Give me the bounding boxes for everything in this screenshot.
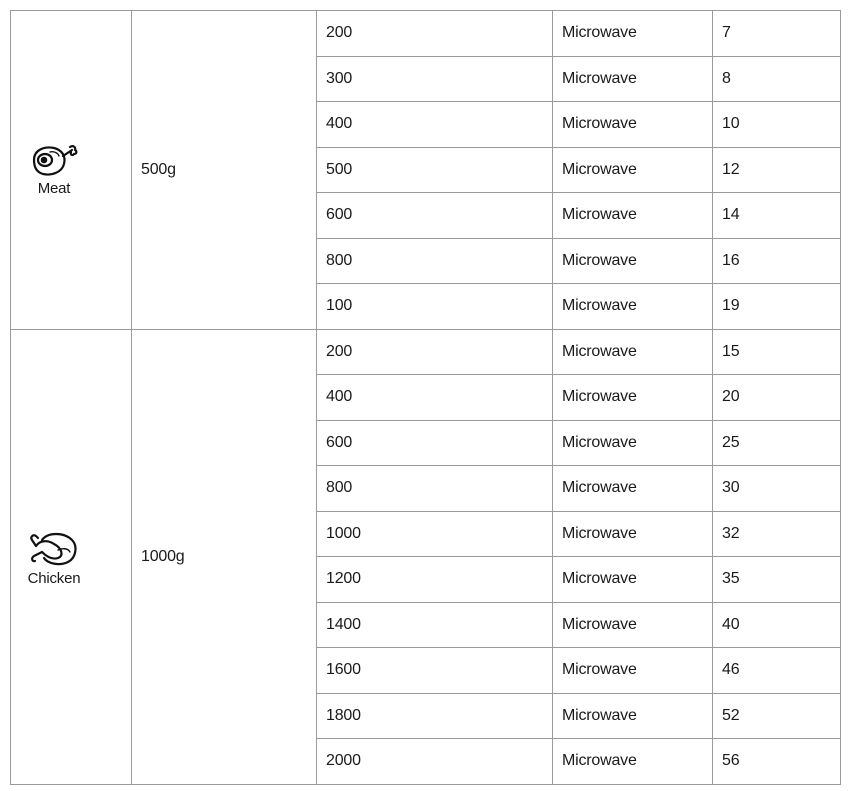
time-cell: 25 — [713, 420, 841, 466]
time-cell: 19 — [713, 284, 841, 330]
power-cell: 1800 — [317, 693, 553, 739]
category-label: Meat — [37, 180, 71, 198]
time-cell: 35 — [713, 557, 841, 603]
power-cell: 200 — [317, 329, 553, 375]
mode-cell: Microwave — [553, 420, 713, 466]
time-cell: 7 — [713, 11, 841, 57]
power-cell: 1400 — [317, 602, 553, 648]
mode-cell: Microwave — [553, 147, 713, 193]
power-cell: 200 — [317, 11, 553, 57]
time-cell: 8 — [713, 56, 841, 102]
power-cell: 500 — [317, 147, 553, 193]
time-cell: 32 — [713, 511, 841, 557]
weight-cell: 1000g — [132, 329, 317, 784]
mode-cell: Microwave — [553, 238, 713, 284]
power-cell: 800 — [317, 238, 553, 284]
mode-cell: Microwave — [553, 375, 713, 421]
power-cell: 600 — [317, 193, 553, 239]
mode-cell: Microwave — [553, 648, 713, 694]
time-cell: 12 — [713, 147, 841, 193]
power-cell: 2000 — [317, 739, 553, 785]
cooking-table — [10, 10, 841, 785]
mode-cell: Microwave — [553, 56, 713, 102]
mode-cell: Microwave — [553, 329, 713, 375]
chicken-icon — [28, 526, 80, 568]
time-cell: 16 — [713, 238, 841, 284]
time-cell: 10 — [713, 102, 841, 148]
power-cell: 1200 — [317, 557, 553, 603]
time-cell: 46 — [713, 648, 841, 694]
mode-cell: Microwave — [553, 557, 713, 603]
power-cell: 600 — [317, 420, 553, 466]
time-cell: 20 — [713, 375, 841, 421]
mode-cell: Microwave — [553, 511, 713, 557]
mode-cell: Microwave — [553, 693, 713, 739]
time-cell: 40 — [713, 602, 841, 648]
power-cell: 1600 — [317, 648, 553, 694]
table-row — [11, 11, 841, 57]
mode-cell: Microwave — [553, 193, 713, 239]
mode-cell: Microwave — [553, 602, 713, 648]
power-cell: 300 — [317, 56, 553, 102]
power-cell: 800 — [317, 466, 553, 512]
power-cell: 400 — [317, 375, 553, 421]
time-cell: 56 — [713, 739, 841, 785]
mode-cell: Microwave — [553, 102, 713, 148]
meat-icon — [28, 142, 80, 178]
table-row — [11, 329, 841, 375]
mode-cell: Microwave — [553, 11, 713, 57]
time-cell: 52 — [713, 693, 841, 739]
category-label: Chicken — [27, 570, 81, 587]
category-cell — [11, 329, 132, 784]
time-cell: 15 — [713, 329, 841, 375]
category-cell — [11, 11, 132, 330]
power-cell: 100 — [317, 284, 553, 330]
time-cell: 14 — [713, 193, 841, 239]
table-body — [11, 11, 841, 785]
weight-cell: 500g — [132, 11, 317, 330]
mode-cell: Microwave — [553, 739, 713, 785]
time-cell: 30 — [713, 466, 841, 512]
mode-cell: Microwave — [553, 284, 713, 330]
power-cell: 400 — [317, 102, 553, 148]
power-cell: 1000 — [317, 511, 553, 557]
mode-cell: Microwave — [553, 466, 713, 512]
